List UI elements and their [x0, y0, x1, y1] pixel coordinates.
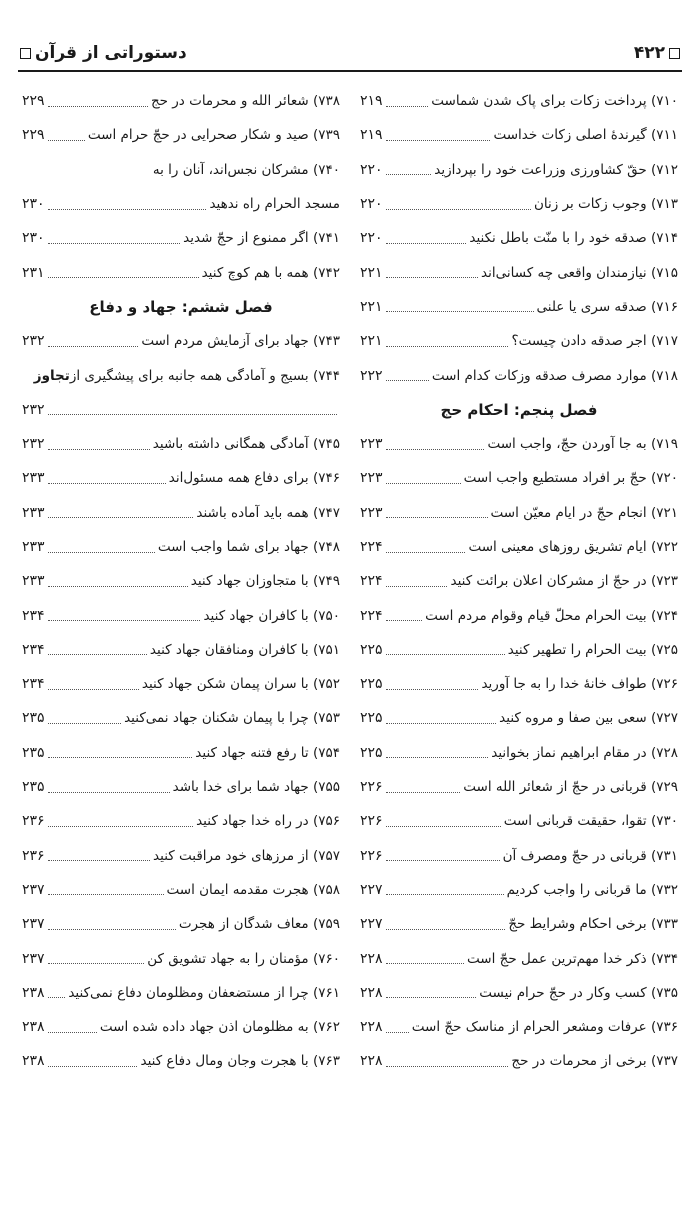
toc-entry: [22, 1044, 340, 1078]
header-page-number: [634, 43, 680, 63]
toc-entry: [22, 667, 340, 701]
toc-entry-page: ۲۲۳: [360, 470, 383, 487]
toc-entry: [22, 496, 340, 530]
toc-entry-page: ۲۲۱: [360, 264, 383, 281]
toc-entry: [22, 770, 340, 804]
toc-entry-text: ۷۳۸) شعائر الله و محرمات در حج: [150, 93, 340, 110]
toc-entry-text: ۷۲۲) ایام تشریق روزهای معینی است: [468, 539, 678, 555]
toc-entry: [360, 633, 678, 667]
toc-entry-page: ۲۳۲: [22, 333, 45, 350]
toc-entry: [360, 564, 678, 598]
toc-entry: [360, 324, 678, 358]
toc-entry: [360, 427, 678, 461]
dot-leader: [386, 757, 489, 758]
toc-entry-page: ۲۲۴: [360, 607, 383, 624]
toc-entry: [360, 290, 678, 324]
toc-entry-page: ۲۳۳: [22, 504, 45, 521]
toc-entry-text: ۷۲۷) سعی بین صفا و مروه کنید: [499, 710, 678, 727]
toc-entry-text: ۷۴۹) با متجاوزان جهاد کنید: [190, 573, 340, 590]
toc-entry-page: ۲۲۵: [360, 710, 383, 727]
dot-leader: [48, 1066, 138, 1067]
dot-leader: [386, 174, 432, 175]
dot-leader: [48, 483, 166, 484]
toc-entry-text: ۷۴۸) جهاد برای شما واجب است: [157, 539, 340, 555]
toc-entry: [360, 153, 678, 187]
toc-entry-text: ۷۱۲) حقّ کشاورزی وزراعت خود را بپردازید: [434, 161, 678, 178]
toc-entry: [360, 976, 678, 1010]
toc-entry-page: ۲۳۴: [22, 676, 45, 693]
toc-entry: [22, 598, 340, 632]
toc-entry: [360, 1010, 678, 1044]
toc-entry-text: ۷۵۴) تا رفع فتنه جهاد کنید: [195, 744, 340, 761]
dot-leader: [386, 689, 479, 690]
toc-entry-page: ۲۲۴: [360, 539, 383, 555]
toc-entry: [22, 701, 340, 735]
toc-entry: [360, 1044, 678, 1078]
toc-entry-text: ۷۲۳) در حجّ از مشرکان اعلان برائت کنید: [450, 573, 678, 590]
dot-leader: [48, 1032, 97, 1033]
toc-entry: [360, 84, 678, 118]
square-icon: [669, 48, 680, 59]
dot-leader: [48, 106, 148, 107]
toc-entry: [22, 907, 340, 941]
toc-entry-text: ۷۲۹) قربانی در حجّ از شعائر الله است: [463, 779, 678, 796]
toc-entry-text: ۷۴۶) برای دفاع همه مسئول‌اند: [168, 470, 340, 487]
dot-leader: [386, 140, 491, 141]
dot-leader: [48, 860, 150, 861]
toc-entry-page: ۲۳۲: [22, 401, 45, 418]
toc-entry-page: ۲۲۸: [360, 984, 383, 1001]
toc-entry-text: ۷۳۲) ما قربانی را واجب کردیم: [506, 881, 678, 898]
dot-leader: [386, 277, 478, 278]
dot-leader: [386, 654, 505, 655]
toc-entry-page: ۲۳۶: [22, 847, 45, 864]
toc-entry-page: ۲۲۶: [360, 847, 383, 864]
toc-entry-page: ۲۳۳: [22, 539, 45, 555]
toc-entry: [360, 461, 678, 495]
toc-entry-text: ۷۳۹) صید و شکار صحرایی در حجّ حرام است: [87, 127, 340, 144]
book-title: دستوراتی از قرآن: [35, 43, 187, 63]
toc-entry-page: ۲۳۳: [22, 573, 45, 590]
toc-entry-text: ۷۲۴) بیت الحرام محلّ قیام وقوام مردم است: [425, 607, 678, 624]
dot-leader: [386, 106, 429, 107]
dot-leader: [48, 929, 176, 930]
toc-entry-page: ۲۲۰: [360, 161, 383, 178]
toc-entry-page: ۲۳۸: [22, 1053, 45, 1070]
toc-entry-page: ۲۳۷: [22, 881, 45, 898]
toc-entry-line: [22, 358, 340, 392]
toc-entry-page: ۲۲۵: [360, 744, 383, 761]
toc-entry-text: ۷۵۷) از مرزهای خود مراقبت کنید: [153, 847, 340, 864]
dot-leader: [386, 1032, 409, 1033]
toc-entry-page: ۲۳۶: [22, 813, 45, 830]
toc-entry-line: [22, 153, 340, 187]
toc-entry-page: ۲۳۷: [22, 916, 45, 933]
toc-entry-text: ۷۱۹) به جا آوردن حجّ، واجب است: [487, 436, 678, 453]
dot-leader: [48, 140, 85, 141]
toc-entry-text: ۷۱۷) اجر صدقه دادن چیست؟: [511, 333, 678, 350]
toc-left-column: [22, 84, 340, 1079]
toc-entry-text: ۷۳۵) کسب وکار در حجّ حرام نیست: [479, 984, 678, 1001]
dot-leader: [386, 826, 501, 827]
toc-entry: [22, 804, 340, 838]
dot-leader: [48, 894, 164, 895]
header-rule: [18, 70, 682, 72]
toc-entry: [22, 255, 340, 289]
toc-entry-text: ۷۲۶) طواف خانهٔ خدا را به جا آورید: [481, 676, 678, 693]
toc-entry-page: ۲۳۸: [22, 984, 45, 1001]
toc-entry: [22, 427, 340, 461]
toc-entry-text: ۷۴۲) همه با هم کوچ کنید: [201, 264, 340, 281]
toc-entry: [22, 324, 340, 358]
toc-entry-page: ۲۲۶: [360, 779, 383, 796]
dot-leader: [48, 552, 155, 553]
toc-entry-text: ۷۶۳) با هجرت وجان ومال دفاع کنید: [140, 1053, 340, 1070]
toc-entry-text: ۷۴۵) آمادگی همگانی داشته باشید: [152, 436, 340, 453]
dot-leader: [386, 552, 466, 553]
toc-entry: [360, 598, 678, 632]
toc-entry-page: ۲۳۱: [22, 264, 45, 281]
toc-entry-page: ۲۲۳: [360, 436, 383, 453]
toc-entry-page: ۲۳۲: [22, 436, 45, 453]
dot-leader: [386, 449, 485, 450]
toc-entry-page: ۲۲۸: [360, 1053, 383, 1070]
toc-entry-page: ۲۲۰: [360, 196, 383, 213]
toc-entry-text: ۷۵۹) معاف شدگان از هجرت: [178, 916, 340, 933]
toc-entry: [22, 187, 340, 221]
toc-entry-text: ۷۶۱) چرا از مستضعفان ومظلومان دفاع نمی‌کنید: [68, 984, 340, 1001]
toc-entry-text: ۷۴۷) همه باید آماده باشند: [196, 504, 340, 521]
toc-entry: [360, 358, 678, 392]
dot-leader: [386, 860, 500, 861]
dot-leader: [386, 209, 531, 210]
toc-entry-page: ۲۲۶: [360, 813, 383, 830]
dot-leader: [48, 517, 194, 518]
toc-entry-text: ۷۱۴) صدقه خود را با منّت باطل نکنید: [469, 230, 678, 247]
dot-leader: [48, 449, 150, 450]
dot-leader: [386, 380, 429, 381]
toc-entry-text: ۷۵۵) جهاد شما برای خدا باشد: [172, 779, 340, 796]
toc-entry: [22, 118, 340, 152]
toc-entry: [360, 736, 678, 770]
toc-entry-page: ۲۲۱: [360, 333, 383, 350]
toc-entry-page: ۲۲۸: [360, 950, 383, 967]
toc-entry-text: ۷۲۰) حجّ بر افراد مستطیع واجب است: [463, 470, 678, 487]
square-icon: [20, 48, 31, 59]
toc-entry-text: ۷۳۱) قربانی در حجّ ومصرف آن: [502, 847, 678, 864]
toc-entry-page: ۲۳۸: [22, 1019, 45, 1036]
toc-entry: [22, 873, 340, 907]
toc-entry: [22, 941, 340, 975]
toc-entry-text: ۷۴۳) جهاد برای آزمایش مردم است: [141, 333, 340, 350]
toc-entry-text: ۷۱۳) وجوب زکات بر زنان: [533, 196, 678, 213]
toc-entry-text: ۷۱۰) پرداخت زکات برای پاک شدن شماست: [431, 93, 678, 110]
toc-entry-text: ۷۱۶) صدقه سری یا علنی: [536, 298, 678, 315]
dot-leader: [48, 757, 193, 758]
dot-leader: [48, 586, 188, 587]
toc-entry: [22, 530, 340, 564]
toc-entry-text: ۷۴۰) مشرکان نجس‌اند، آنان را به: [152, 161, 340, 178]
header-book-title: [20, 43, 187, 63]
toc-entry-text: ۷۵۱) با کافران ومنافقان جهاد کنید: [149, 641, 340, 658]
toc-entry-text: ۷۲۸) در مقام ابراهیم نماز بخوانید: [491, 744, 678, 761]
dot-leader: [386, 311, 534, 312]
toc-entry-page: ۲۲۳: [360, 504, 383, 521]
toc-entry: [360, 770, 678, 804]
toc-entry: [22, 393, 340, 427]
toc-entry-page: ۲۳۰: [22, 230, 45, 247]
toc-entry: [360, 873, 678, 907]
toc-entry: [22, 84, 340, 118]
page-number: ۴۲۲: [633, 43, 665, 63]
dot-leader: [48, 689, 139, 690]
toc-entry-page: ۲۱۹: [360, 127, 383, 144]
toc-entry-text: مسجد الحرام راه ندهید: [209, 196, 340, 213]
dot-leader: [48, 654, 147, 655]
dot-leader: [386, 483, 461, 484]
toc-entry: [22, 839, 340, 873]
toc-entry-text: ۷۳۴) ذکر خدا مهم‌ترین عمل حجّ است: [467, 950, 678, 967]
toc-entry: [22, 1010, 340, 1044]
dot-leader: [386, 894, 504, 895]
toc-entry-text: ۷۵۰) با کافران جهاد کنید: [203, 607, 340, 624]
toc-entry: [360, 804, 678, 838]
toc-entry-page: ۲۲۸: [360, 1019, 383, 1036]
toc-entry: [360, 667, 678, 701]
page-header: [20, 38, 680, 68]
dot-leader: [386, 1066, 509, 1067]
toc-entry-text: ۷۳۳) برخی احکام وشرایط حجّ: [508, 916, 678, 933]
toc-entry-text: ۷۱۵) نیازمندان واقعی چه کسانی‌اند: [481, 264, 678, 281]
toc-entry-page: ۲۲۷: [360, 916, 383, 933]
toc-right-column: [360, 84, 678, 1079]
toc-entry-page: ۲۲۱: [360, 298, 383, 315]
toc-entry-text: ۷۱۱) گیرندهٔ اصلی زکات خداست: [493, 127, 678, 144]
toc-entry: [360, 496, 678, 530]
dot-leader: [48, 997, 66, 998]
toc-entry-text: ۷۲۵) بیت الحرام را تطهیر کنید: [507, 641, 678, 658]
toc-entry-text: ۷۵۲) با سران پیمان شکن جهاد کنید: [141, 676, 340, 693]
toc-entry: [22, 736, 340, 770]
toc-entry-page: ۲۳۵: [22, 710, 45, 727]
toc-entry-text: ۷۵۳) چرا با پیمان شکنان جهاد نمی‌کنید: [124, 710, 340, 727]
dot-leader: [48, 346, 139, 347]
toc-entry-text: ۷۱۸) موارد مصرف صدقه وزکات کدام است: [431, 367, 678, 384]
toc-entry: [22, 221, 340, 255]
section-heading: فصل ششم: جهاد و دفاع: [89, 297, 273, 316]
toc-entry: [360, 187, 678, 221]
toc-entry-page: ۲۳۰: [22, 196, 45, 213]
toc-entry: [22, 633, 340, 667]
dot-leader: [386, 586, 448, 587]
toc-entry-page: ۲۲۵: [360, 641, 383, 658]
toc-entry: [360, 118, 678, 152]
toc-entry: [360, 255, 678, 289]
toc-entry-bold-text: تجاوز: [33, 367, 70, 384]
toc-entry: [360, 941, 678, 975]
dot-leader: [386, 963, 464, 964]
toc-entry-page: ۲۲۵: [360, 676, 383, 693]
dot-leader: [386, 620, 423, 621]
toc-entry: [22, 976, 340, 1010]
toc-entry-text: ۷۶۲) به مظلومان اذن جهاد داده شده است: [99, 1019, 340, 1036]
toc-entry-page: ۲۲۴: [360, 573, 383, 590]
dot-leader: [48, 723, 122, 724]
dot-leader: [48, 792, 170, 793]
toc-entry-text: ۷۵۸) هجرت مقدمه ایمان است: [166, 881, 340, 898]
toc-entry: [22, 564, 340, 598]
toc-entry-page: ۲۲۲: [360, 367, 383, 384]
dot-leader: [48, 243, 181, 244]
section-heading: فصل پنجم: احکام حج: [440, 400, 598, 419]
dot-leader: [386, 517, 488, 518]
toc-entry-page: ۲۳۵: [22, 744, 45, 761]
toc-entry-text: ۷۴۴) بسیج و آمادگی همه جانبه برای پیشگیری از: [69, 367, 340, 384]
toc-entry: [360, 530, 678, 564]
toc-entry-page: ۲۳۴: [22, 607, 45, 624]
dot-leader: [48, 277, 199, 278]
toc-entry-text: ۷۲۱) انجام حجّ در ایام معیّن است: [490, 504, 678, 521]
dot-leader: [386, 997, 477, 998]
toc-entry-page: ۲۳۵: [22, 779, 45, 796]
toc-entry-page: ۲۲۷: [360, 881, 383, 898]
dot-leader: [386, 346, 509, 347]
toc-entry: [360, 221, 678, 255]
toc-entry-page: ۲۲۹: [22, 127, 45, 144]
toc-entry-text: ۷۳۷) برخی از محرمات در حج: [511, 1053, 678, 1070]
toc-entry-text: ۷۵۶) در راه خدا جهاد کنید: [196, 813, 340, 830]
toc-entry: [360, 839, 678, 873]
dot-leader: [48, 826, 194, 827]
toc-entry-text: ۷۶۰) مؤمنان را به جهاد تشویق کن: [147, 950, 340, 967]
toc-entry-page: ۲۱۹: [360, 93, 383, 110]
toc-entry-text: ۷۳۶) عرفات ومشعر الحرام از مناسک حجّ است: [411, 1019, 678, 1036]
dot-leader: [48, 209, 207, 210]
toc-entry-page: ۲۳۳: [22, 470, 45, 487]
toc-entry-page: ۲۲۰: [360, 230, 383, 247]
toc-entry: [22, 461, 340, 495]
toc-entry-text: ۷۴۱) اگر ممنوع از حجّ شدید: [183, 230, 340, 247]
dot-leader: [386, 929, 506, 930]
dot-leader: [386, 243, 467, 244]
toc-entry-page: ۲۳۷: [22, 950, 45, 967]
dot-leader: [386, 723, 497, 724]
toc-entry-page: ۲۲۹: [22, 93, 45, 110]
toc-entry: [360, 907, 678, 941]
toc-entry: [360, 701, 678, 735]
toc-entry-page: ۲۳۴: [22, 641, 45, 658]
dot-leader: [48, 414, 337, 415]
dot-leader: [48, 620, 201, 621]
dot-leader: [386, 792, 461, 793]
toc-entry-text: ۷۳۰) تقوا، حقیقت قربانی است: [503, 813, 678, 830]
dot-leader: [48, 963, 145, 964]
